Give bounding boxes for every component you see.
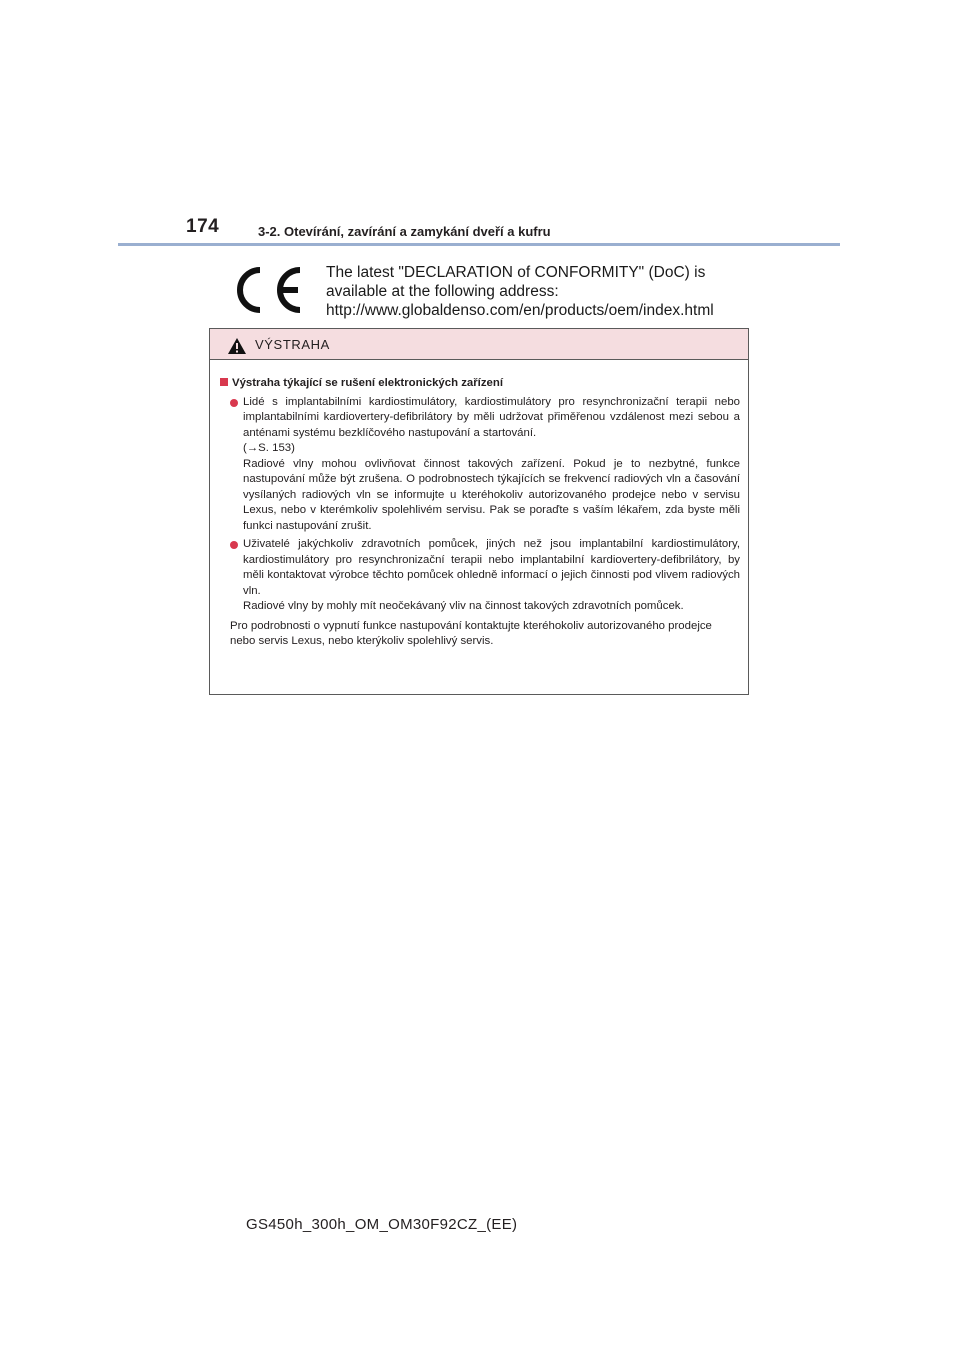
- warning-box: [209, 328, 749, 695]
- list-item: [230, 395, 740, 535]
- warning-body: [210, 360, 748, 650]
- warning-triangle-icon: [227, 337, 247, 355]
- section-title: 3-2. Otevírání, zavírání a zamykání dveří a kufru: [258, 224, 551, 239]
- list-item-text: [243, 537, 740, 615]
- square-bullet-icon: [220, 378, 228, 386]
- ce-mark-icon: [230, 264, 306, 316]
- closing-note: Pro podrobnosti o vypnutí funkce nastupování kontaktujte kteréhokoliv autorizovaného prodejce nebo servis Lexus, nebo kterýkoliv spolehlivý servis.: [230, 619, 712, 647]
- warning-header: [210, 329, 748, 360]
- paragraph: Radiové vlny by mohly mít neočekávaný vliv na činnost takových zdravotních pomůcek.: [243, 600, 684, 612]
- conformity-line-1: The latest "DECLARATION of CONFORMITY" (DoC) is: [326, 264, 706, 281]
- subheading-text: Výstraha týkající se rušení elektronických zařízení: [232, 377, 503, 389]
- paragraph: Radiové vlny mohou ovlivňovat činnost takových zařízení. Pokud je to nezbytné, funkce nastupování může být zrušena. O podrobnostech týkajících se frekvencí radiových vln a časování vysílaných radiových vln se informujte u kteréhokoliv autorizovaného prodejce nebo v servisu Lexus, nebo v kterémkoliv spolehlivém servisu. Pak se poraďte s vaším lékařem, zda byste měli funkci nastupování zrušit.: [243, 457, 740, 532]
- page-number: 174: [186, 216, 220, 237]
- conformity-line-2: available at the following address:: [326, 283, 559, 300]
- header-rule: [118, 243, 840, 246]
- paragraph: Uživatelé jakýchkoliv zdravotních pomůcek, jiných než jsou implantabilní kardiostimulátory, kardiostimulátory pro resynchronizační terapii nebo implantabilní kardiovertery-defibrilátory, by měli kontaktovat výrobce těchto pomůcek ohledně informací o jejich činnosti pod vlivem radiových vln.: [243, 538, 740, 597]
- warning-subheading: [220, 376, 740, 392]
- round-bullet-icon: [230, 399, 238, 407]
- warning-title: VÝSTRAHA: [255, 337, 330, 352]
- footer-code: GS450h_300h_OM_OM30F92CZ_(EE): [246, 1216, 518, 1233]
- round-bullet-icon: [230, 541, 238, 549]
- paragraph: Lidé s implantabilními kardiostimulátory, kardiostimulátory pro resynchronizační terapii nebo implantabilními kardiovertery-defibrilátory by měli udržovat přiměřenou vzdálenost mezi sebou a anténami systému bezklíčového nastupování a startování.: [243, 395, 740, 439]
- conformity-url: http://www.globaldenso.com/en/products/oem/index.html: [326, 302, 714, 319]
- page-reference: (→S. 153): [243, 442, 295, 454]
- list-item-text: [243, 395, 740, 535]
- conformity-notice: [326, 263, 714, 320]
- list-item: [230, 537, 740, 615]
